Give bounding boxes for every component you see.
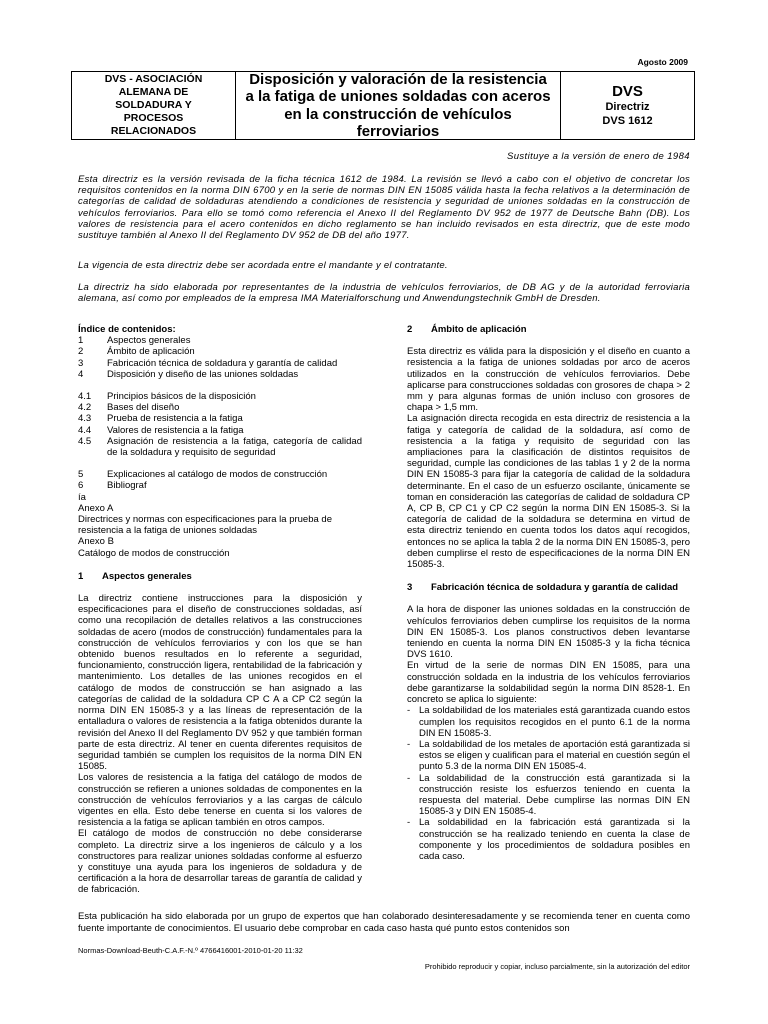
toc-text: Aspectos generales xyxy=(107,335,191,347)
toc-title: Índice de contenidos: xyxy=(78,324,176,335)
copyright-notice: Prohibido reproducir y copiar, incluso parcialmente, sin la autorización del editor xyxy=(424,962,690,971)
document-code xyxy=(561,72,694,139)
toc-number: 3 xyxy=(78,357,84,369)
section-heading xyxy=(407,582,690,593)
bullet-text: La soldabilidad de los metales de aportación está garantizada si estos se eligen y cualifican para el material en cuestión según el punto 5.3 de la norma DIN EN 15085-4. xyxy=(419,738,690,773)
section-title: Fabricación técnica de soldadura y garantía de calidad xyxy=(431,582,679,594)
section-paragraph: La directriz contiene instrucciones para la disposición y especificaciones para el diseño de construcciones soldadas, así como una recopilación de detalles relativos a las construcciones soldadas de acero (modos de construcción) fundamentales para la construcción de vehículos ferroviarios y con los que se han obtenido buenos resultados en lo referente a seguridad, funcionamiento, construcción ligera, rentabilidad de la fabricación y mantenimiento. Los detalles de las uniones recogidos en el catálogo de modos de construcción se han asignado a las categorías de calidad de la soldadura CP C A a CP C2 según la norma DIN EN 15085-3 y a las líneas de representación de la entalladura o valores de resistencia a la fatiga obtenidos durante la revisión del Anexo II del Reglamento DV 952 y que también forman parte de esta directriz. Al tener en cuenta diferentes requisitos de seguridad también se cumplen los requisitos de la norma DIN EN 15085. xyxy=(78,593,362,773)
toc-number: 4.4 xyxy=(78,424,92,436)
right-column xyxy=(407,324,690,862)
toc-line: ía xyxy=(78,491,86,503)
toc-entry[interactable] xyxy=(78,425,362,436)
org-line: SOLDADURA Y xyxy=(115,99,192,111)
bullet-text: La soldabilidad en la fabricación está garantizada si la construcción se ha realizado teniendo en cuenta la clase de componente y los procedimientos de soldadura posibles en cada caso. xyxy=(419,817,690,862)
section-number: 2 xyxy=(407,324,413,335)
section-paragraph: En virtud de la serie de normas DIN EN 15085, para una construcción soldada en la industria de los vehículos ferroviarios debe garantizarse la soldabilidad según la norma DIN 8528-1. En concreto se aplica lo siguiente: xyxy=(407,660,690,706)
toc-number: 6 xyxy=(78,480,84,492)
section-paragraph: Esta directriz es válida para la disposición y el diseño en cuanto a resistencia a la fatiga de uniones soldadas por arco de aceros utilizados en la construcción de vehículos ferroviarios. Debe aplicarse para construcciones soldadas con grosores de chapa > 2 mm y para algunas formas de unión incluso con grosores de chapa > 1,5 mm. xyxy=(407,346,690,414)
bullet-text: La soldabilidad de los materiales está garantizada cuando estos cumplen los requisitos recogidos en el punto 6.1 de la norma DIN EN 15085-3. xyxy=(419,705,690,739)
toc-text: Explicaciones al catálogo de modos de construcción xyxy=(107,469,328,481)
toc-text: Ámbito de aplicación xyxy=(107,346,195,358)
toc-entry[interactable] xyxy=(78,369,362,380)
toc-entry[interactable] xyxy=(78,391,362,402)
toc-number: 1 xyxy=(78,335,84,347)
toc-number: 2 xyxy=(78,346,84,358)
section-paragraph: La asignación directa recogida en esta directriz de resistencia a la fatiga y categoría de calidad de la soldadura, así como de resistencia a la fatiga y requisito de seguridad con las ampliaciones para la clasificación de distintos requisitos de seguridad, cumple las condiciones de las tablas 1 y 2 de la norma DIN EN 15085-3 para fijar la categoría de calidad de la soldadura determinante. En el caso de un esfuerzo oscilante, únicamente se toman en consideración las categorías de calidad de soldadura CP A, CP B, CP C1 y CP C2 según la norma DIN EN 15085-3. Si la categoría de calidad de la soldadura se determina en virtud de esta directriz teniendo en cuenta todos los datos aquí recogidos, entonces no se aplica la tabla 2 de la norma DIN EN 15085-3, pero deben cumplirse el resto de especificaciones de la norma DIN EN 15085-3. xyxy=(407,413,690,571)
left-column xyxy=(78,324,362,896)
org-line: DVS - ASOCIACIÓN xyxy=(104,73,203,85)
bullet-dash: - xyxy=(407,705,411,717)
code-type: Directriz xyxy=(605,100,650,113)
toc-text: Bibliograf xyxy=(107,480,147,492)
bullet-dash: - xyxy=(407,772,411,784)
toc-number: 4.1 xyxy=(78,391,92,403)
section-title: Ámbito de aplicación xyxy=(431,324,527,335)
code-number: DVS 1612 xyxy=(602,114,653,127)
section-number: 3 xyxy=(407,582,413,594)
toc-text: Disposición y diseño de las uniones soldadas xyxy=(107,368,299,380)
bullet-item xyxy=(407,817,690,862)
toc-entry[interactable] xyxy=(78,358,362,369)
toc-number: 4.5 xyxy=(78,435,92,447)
toc-entry[interactable] xyxy=(78,413,362,424)
toc-text: Bases del diseño xyxy=(107,402,180,414)
code-dvs: DVS xyxy=(612,82,643,100)
bullet-text: La soldabilidad de la construcción está garantizada si la construcción resiste los esfuerzos teniendo en cuenta la respuesta del material. Debe cumplirse las normas DIN EN 15085-3 y DIN EN 15085-4. xyxy=(419,772,690,818)
toc-number: 4.2 xyxy=(78,402,92,414)
toc-annex-text: Directrices y normas con especificaciones para la prueba de resistencia a la fatiga de uniones soldadas xyxy=(78,514,332,537)
section-heading xyxy=(407,324,690,335)
toc-text: Principios básicos de la disposición xyxy=(107,391,256,403)
section-paragraph: El catálogo de modos de construcción no debe considerarse completo. La directriz sirve a los ingenieros de cálculo y a los constructores para realizar uniones soldadas conforme al esfuerzo y constituye una ayuda para los ingenieros de soldadura y de certificación a la hora de desarrollar tareas de garantía de calidad y de fabricación. xyxy=(78,828,362,896)
toc-entry[interactable] xyxy=(78,346,362,357)
title-line: Disposición y valoración de la resistencia xyxy=(249,70,547,88)
toc-number: 4 xyxy=(78,368,84,380)
section-number: 1 xyxy=(78,570,84,582)
section-paragraph: Los valores de resistencia a la fatiga del catálogo de modos de construcción se refieren a uniones soldadas de componentes en la construcción de vehículos ferroviarios y a las cargas de cálculo vigentes en ella. Esto debe tenerse en cuenta si los valores de resistencia a la fatiga se aplican también en otros campos. xyxy=(78,772,362,829)
toc-entry[interactable] xyxy=(78,402,362,413)
bullet-item xyxy=(407,705,690,739)
bullet-dash: - xyxy=(407,738,411,750)
org-line: ALEMANA DE xyxy=(118,86,189,98)
document-date: Agosto 2009 xyxy=(637,57,688,67)
org-line: RELACIONADOS xyxy=(110,125,197,137)
intro-paragraph: Esta directriz es la versión revisada de la ficha técnica 1612 de 1984. La revisión se llevó a cabo con el objetivo de concretar los requisitos contenidos en la norma DIN 6700 y en la serie de normas DIN EN 15085 válida hasta la fecha relativos a la determinación de categorías de calidad de soldaduras atendiendo a condiciones de resistencia y seguridad de uniones soldadas en la construcción de vehículos ferroviarios. Para ello se tomó como referencia el Anexo II del Reglamento DV 952 de 1977 de Deutsche Bahn (DB). Los valores de resistencia para el acero contenidos en dicho reglamento se han incluido revisados en esta directriz, que de este modo sustituye también al Anexo II del Reglamento DV 952 de DB del año 1977. xyxy=(78,174,690,242)
footer-notice: Esta publicación ha sido elaborada por un grupo de expertos que han colaborado desinteresadamente y se recomienda tener en cuenta como fuente importante de conocimientos. El usuario debe comprobar en cada caso hasta qué punto estos contenidos son xyxy=(78,911,690,934)
title-line: en la construcción de vehículos xyxy=(284,105,512,123)
toc-text: Fabricación técnica de soldadura y garantía de calidad xyxy=(107,357,338,369)
title-line: a la fatiga de uniones soldadas con aceros xyxy=(245,88,551,105)
section-paragraph: A la hora de disponer las uniones soldadas en la construcción de vehículos ferroviarios deben cumplirse los requisitos de la norma DIN EN 15085-3. Los planos constructivos deben levantarse teniendo en cuenta la norma DIN EN 15085-3 y la ficha técnica DVS 1610. xyxy=(407,604,690,661)
replaces-note: Sustituye a la versión de enero de 1984 xyxy=(506,151,690,162)
document-title xyxy=(236,72,561,139)
document-header xyxy=(71,71,695,140)
toc-entry[interactable] xyxy=(78,335,362,346)
intro-paragraph: La vigencia de esta directriz debe ser acordada entre el mandante y el contratante. xyxy=(78,260,448,271)
toc-annex-label[interactable]: Anexo B xyxy=(78,536,114,548)
toc-entry[interactable] xyxy=(78,480,362,491)
section-title: Aspectos generales xyxy=(102,570,192,582)
toc-text: Valores de resistencia a la fatiga xyxy=(107,424,244,436)
toc-number: 5 xyxy=(78,469,84,481)
download-code: Normas-Download-Beuth-C.A.F.-N.º 4766416001-2010-01-20 11:32 xyxy=(78,946,303,955)
toc-entry[interactable] xyxy=(78,469,362,480)
org-line: PROCESOS xyxy=(123,112,184,124)
organization-name xyxy=(72,72,236,139)
toc-text: Asignación de resistencia a la fatiga, categoría de calidad de la soldadura y requisito de seguridad xyxy=(107,435,362,459)
toc-annex-text: Catálogo de modos de construcción xyxy=(78,547,230,559)
toc-entry[interactable] xyxy=(78,436,362,458)
intro-paragraph: La directriz ha sido elaborada por representantes de la industria de vehículos ferroviarios, de DB AG y de la autoridad ferroviaria alemana, así como por empleados de la empresa IMA Materialforschung und Anwendungstechnik GmbH de Dresden. xyxy=(78,282,690,305)
toc-annex-label[interactable]: Anexo A xyxy=(78,502,114,514)
toc-number: 4.3 xyxy=(78,413,92,425)
section-heading xyxy=(78,571,362,582)
toc-text: Prueba de resistencia a la fatiga xyxy=(107,413,243,425)
bullet-item xyxy=(407,739,690,773)
bullet-dash: - xyxy=(407,817,411,829)
bullet-item xyxy=(407,773,690,818)
title-line: ferroviarios xyxy=(356,123,440,140)
